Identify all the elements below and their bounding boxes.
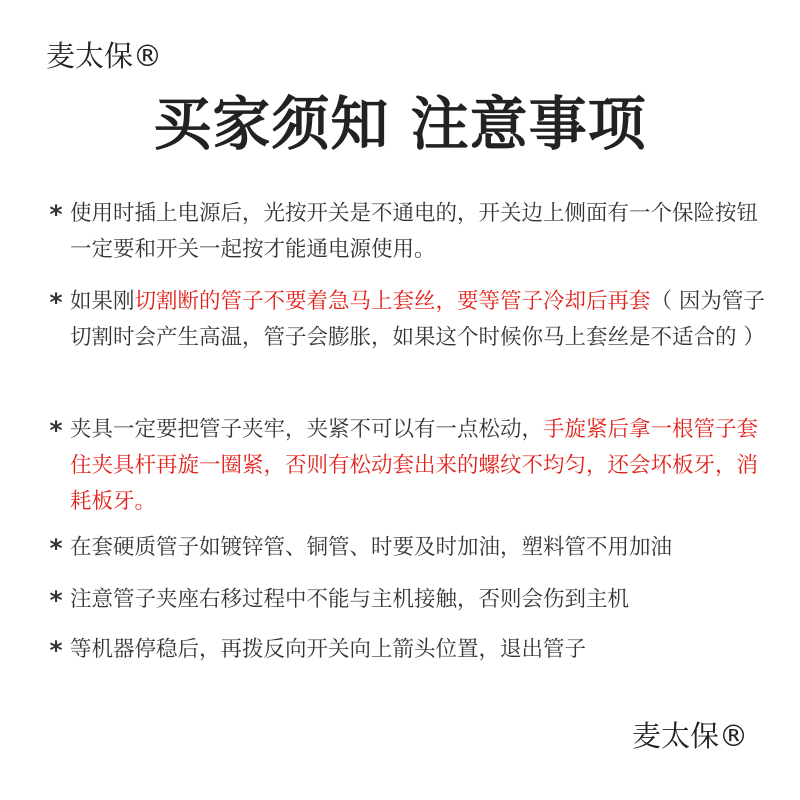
brand-name-bottom: 麦太保® [632, 719, 749, 753]
asterisk-icon: * [49, 416, 63, 445]
asterisk-icon: * [49, 288, 63, 317]
brand-name-top: 麦太保® [46, 39, 163, 73]
notice-text-normal: 如果刚 [70, 289, 135, 314]
notice-text: 注意管子夹座右移过程中不能与主机接触，否则会伤到主机 [70, 587, 630, 612]
notice-item-6 [46, 632, 786, 668]
notice-text-normal: 夹具一定要把管子夹牢，夹紧不可以有一点松动， [70, 417, 544, 442]
notice-item-1 [46, 196, 786, 268]
notice-item-4 [46, 530, 786, 566]
notice-text [70, 284, 770, 356]
notice-item-5 [46, 582, 786, 618]
asterisk-icon: * [49, 636, 63, 665]
notice-text: 等机器停稳后，再拨反向开关向上箭头位置，退出管子 [70, 637, 587, 662]
notice-text [70, 412, 770, 520]
notice-text-highlight: 切割断的管子不要着急马上套丝，要等管子冷却后再套 [134, 289, 651, 314]
page-title: 买家须知 注意事项 [153, 90, 647, 158]
notice-text-normal: （ 因为管子切割时会产生高温，管子会膨胀，如果这个时候你马上套丝是不适合的 ） [70, 289, 765, 350]
notice-item-2 [46, 284, 786, 356]
asterisk-icon: * [49, 200, 63, 229]
notice-text-highlight: 手旋紧后拿一根管子套住夹具杆再旋一圈紧，否则有松动套出来的螺纹不均匀，还会坏板牙，消耗板牙。 [70, 417, 759, 514]
notice-text: 使用时插上电源后，光按开关是不通电的，开关边上侧面有一个保险按钮一定要和开关一起按才能通电源使用。 [70, 201, 759, 262]
asterisk-icon: * [49, 586, 63, 615]
notice-text: 在套硬质管子如镀锌管、铜管、时要及时加油，塑料管不用加油 [70, 535, 673, 560]
notice-item-3 [46, 412, 786, 520]
asterisk-icon: * [49, 534, 63, 563]
